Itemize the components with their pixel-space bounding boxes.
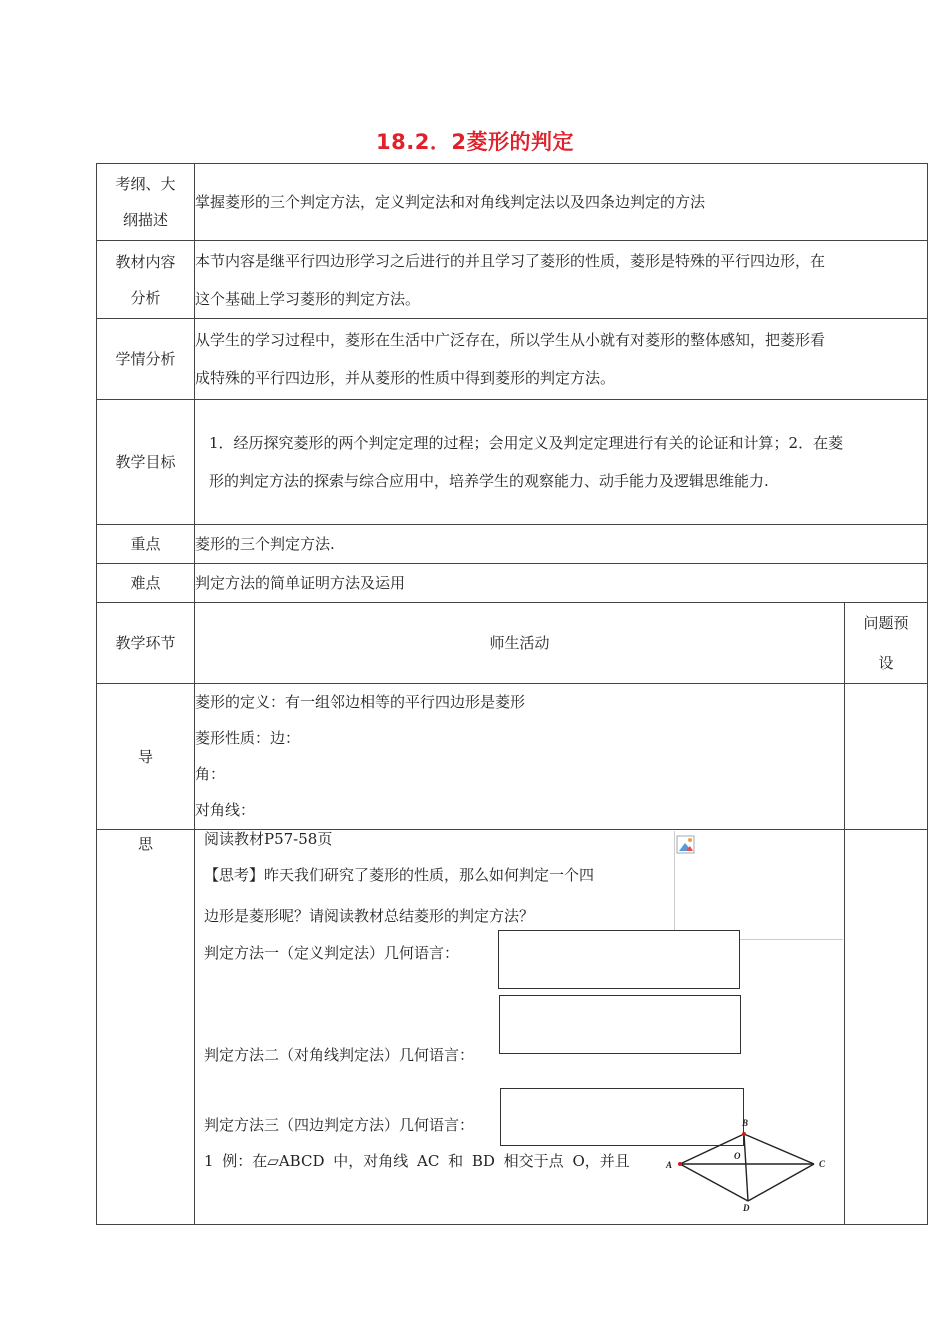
guide-line-sides: 菱形性质：边：	[195, 729, 301, 747]
difficulty-row	[97, 564, 928, 603]
key-label: 重点	[97, 525, 195, 564]
think-questions-cell	[845, 830, 928, 1225]
difficulty-label: 难点	[97, 564, 195, 603]
content-label-line1: 教材内容	[115, 252, 176, 271]
header-stage: 教学环节	[97, 603, 195, 684]
guide-line-angles: 角：	[195, 765, 226, 783]
page-title: 18.2．2菱形的判定	[376, 130, 574, 154]
key-text: 菱形的三个判定方法.	[195, 525, 928, 564]
content-line2: 这个基础上学习菱形的判定方法。	[195, 289, 421, 308]
broken-image-icon	[676, 835, 696, 855]
think-label: 思	[97, 830, 195, 1225]
think-question-line1: 【思考】昨天我们研究了菱形的性质，那么如何判定一个四	[204, 866, 595, 884]
method3-text: 判定方法三（四边判定方法）几何语言：	[204, 1116, 475, 1134]
diagonal-bd	[744, 1134, 748, 1201]
read-textbook-text: 阅读教材P57-58页	[204, 830, 333, 848]
content-row	[97, 241, 928, 319]
header-row	[97, 603, 928, 684]
goals-row	[97, 400, 928, 525]
label-b: B	[742, 1118, 749, 1128]
example-text: 1 例：在▱ABCD 中，对角线 AC 和 BD 相交于点 O，并且	[204, 1152, 630, 1170]
rhombus-figure	[662, 1114, 842, 1214]
label-a: A	[666, 1160, 673, 1170]
students-text	[195, 319, 928, 400]
side-da	[680, 1164, 748, 1201]
outline-text: 掌握菱形的三个判定方法，定义判定法和对角线判定法以及四条边判定的方法	[195, 164, 928, 241]
goals-line1: 1．经历探究菱形的两个判定定理的过程；会用定义及判定定理进行有关的论证和计算；2．在菱	[209, 434, 844, 452]
label-d: D	[743, 1203, 750, 1213]
key-row	[97, 525, 928, 564]
guide-line-definition: 菱形的定义：有一组邻边相等的平行四边形是菱形	[195, 693, 526, 711]
lesson-plan-table	[96, 163, 928, 1225]
difficulty-text: 判定方法的简单证明方法及运用	[195, 564, 928, 603]
side-cd	[748, 1164, 814, 1201]
method1-answer-box	[498, 930, 740, 989]
content-label-line2: 分析	[130, 288, 161, 307]
outline-label-line1: 考纲、大	[115, 175, 176, 193]
point-b-dot	[742, 1132, 746, 1136]
guide-row	[97, 684, 928, 830]
outline-label-line2: 纲描述	[122, 211, 168, 229]
label-o: O	[734, 1151, 741, 1161]
guide-questions-cell	[845, 684, 928, 830]
students-line2: 成特殊的平行四边形，并从菱形的性质中得到菱形的判定方法。	[195, 369, 616, 387]
header-questions	[845, 603, 928, 684]
guide-label: 导	[97, 684, 195, 830]
method2-answer-box	[499, 995, 741, 1054]
label-c: C	[819, 1159, 826, 1169]
side-bc	[744, 1134, 814, 1164]
goals-text	[195, 400, 928, 525]
goals-label: 教学目标	[97, 400, 195, 525]
point-a-dot	[678, 1162, 682, 1166]
students-line1: 从学生的学习过程中，菱形在生活中广泛存在，所以学生从小就有对菱形的整体感知，把菱形看	[195, 331, 826, 349]
guide-line-diagonals: 对角线：	[195, 801, 256, 819]
think-question-line2: 边形是菱形呢？请阅读教材总结菱形的判定方法？	[204, 907, 535, 925]
header-activity: 师生活动	[195, 603, 845, 684]
method2-text: 判定方法二（对角线判定法）几何语言：	[204, 1046, 475, 1064]
header-questions-line2: 设	[878, 654, 894, 672]
students-label: 学情分析	[97, 319, 195, 400]
students-row	[97, 319, 928, 400]
image-placeholder	[674, 831, 843, 940]
goals-line2: 形的判定方法的探索与综合应用中，培养学生的观察能力、动手能力及逻辑思维能力.	[209, 472, 769, 490]
outline-row	[97, 164, 928, 241]
guide-text	[195, 684, 845, 830]
content-text	[195, 241, 928, 319]
outline-label	[97, 164, 195, 241]
method1-text: 判定方法一（定义判定法）几何语言：	[204, 944, 460, 962]
header-questions-line1: 问题预	[863, 614, 909, 632]
content-label	[97, 241, 195, 319]
content-line1: 本节内容是继平行四边形学习之后进行的并且学习了菱形的性质，菱形是特殊的平行四边形，在	[195, 251, 826, 270]
